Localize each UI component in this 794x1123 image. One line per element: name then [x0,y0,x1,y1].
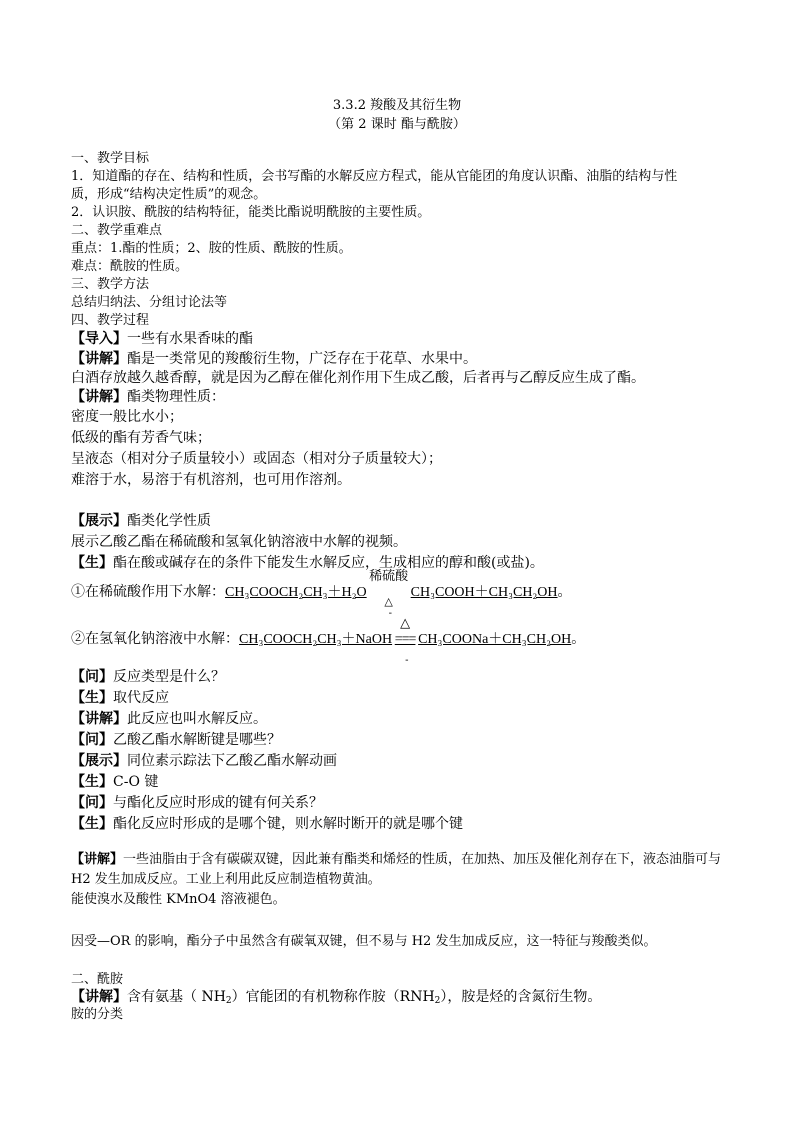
tag-label: 【讲解】 [71,989,127,1005]
text-line: 质，形成“结构决定性质”的观念。 [71,187,267,202]
equation-end: 。 [571,631,586,647]
tag-text: 一些有水果香味的酯 [127,331,253,347]
text-line [71,512,211,530]
tag-label: 【讲解】 [71,711,127,727]
tag-text: C-O 键 [113,774,159,790]
text-line: 能使溴水及酸性 KMnO4 溶液褪色。 [71,892,286,907]
tag-label: 【生】 [71,555,113,571]
text-line: 难溶于水，易溶于有机溶剂，也可用作溶剂。 [71,472,351,488]
tag-label: 【导入】 [71,331,127,347]
tag-text: 取代反应 [113,690,169,706]
heat-symbol: △ [384,595,393,608]
equation-acid-hydrolysis [71,569,572,619]
reaction-condition: === △ - [392,630,418,649]
text-line [71,710,267,728]
equation-reactants: CH₃COOCH₂CH₃＋NaOH [239,632,393,647]
text-line [71,794,323,812]
equation-prefix: ②在氢氧化钠溶液中水解： [71,631,239,647]
section-heading: 二、酰胺 [71,972,124,987]
equation-reactants: CH₃COOCH₂CH₃＋H₂O [225,585,367,600]
tag-label: 【生】 [71,774,113,790]
tag-label: 【讲解】 [71,351,127,367]
text-line [71,554,544,572]
heat-symbol: △ [400,616,411,631]
tag-text: 酯是一类常见的羧酸衍生物，广泛存在于花草、水果中。 [127,351,477,367]
text-line: 因受—OR 的影响，酯分子中虽然含有碳氧双键，但不易与 H2 发生加成反应，这一特征与羧酸类似。 [71,934,657,949]
section-heading: 三、教学方法 [71,277,150,292]
equation-products: CH₃COONa＋CH₃CH₂OH [418,632,572,647]
text-line [71,752,337,770]
tag-text: ）官能团的有机物称作胺（RNH [231,989,435,1005]
subscript: 2 [434,996,441,1006]
text-line [71,330,253,348]
text-line [71,988,601,1006]
doc-title: 3.3.2 羧酸及其衍生物 [332,98,462,113]
tag-label: 【展示】 [71,513,127,529]
tag-label: 【生】 [71,816,113,832]
text-line: 重点：1.酯的性质；2、胺的性质、酰胺的性质。 [71,241,352,256]
text-line [71,350,477,368]
text-line [71,668,225,686]
tag-text: 酯化反应时形成的是哪个键，则水解时断开的就是哪个键 [113,816,463,832]
tag-label: 【生】 [71,690,113,706]
text-line [71,773,158,791]
text-line [71,689,169,707]
section-heading: 一、教学目标 [71,151,150,166]
text-line: 总结归纳法、分组讨论法等 [71,295,228,310]
text-line: 1．知道酯的存在、结构和性质，会书写酯的水解反应方程式，能从官能团的角度认识酯、油脂的结构与性 [71,169,678,184]
equation-base-hydrolysis [71,616,586,666]
tag-text: 一些油脂由于含有碳碳双键，因此兼有酯类和烯烃的性质，在加热、加压及催化剂存在下，液态油脂可与 H2 发生加成反应。工业上利用此反应制造植物黄油。 [71,852,722,887]
text-line: 白酒存放越久越香醇，就是因为乙醇在催化剂作用下生成乙酸，后者再与乙醇反应生成了酯。 [71,370,645,386]
reaction-arrow: === [394,632,416,647]
text-line [71,815,463,833]
tag-label: 【讲解】 [71,852,124,867]
reaction-condition: 稀硫酸 △ - [367,583,411,601]
tag-text: 反应类型是什么？ [113,669,225,685]
text-line: 密度一般比水小； [71,409,183,425]
text-line [71,388,225,406]
subscript: 2 [225,996,232,1006]
text-line: 2．认识胺、酰胺的结构特征，能类比酯说明酰胺的主要性质。 [71,205,431,220]
tag-label: 【问】 [71,669,113,685]
tag-label: 【讲解】 [71,389,127,405]
tag-text: 同位素示踪法下乙酸乙酯水解动画 [127,753,337,769]
tag-label: 【问】 [71,795,113,811]
tag-text: 与酯化反应时形成的键有何关系？ [113,795,323,811]
section-heading: 四、教学过程 [71,313,150,328]
section-heading: 二、教学重难点 [71,223,163,238]
tag-label: 【问】 [71,732,113,748]
text-line: 胺的分类 [71,1007,124,1022]
tag-text: ），胺是烃的含氮衍生物。 [440,989,602,1005]
tag-text: 此反应也叫水解反应。 [127,711,267,727]
equation-products: CH₃COOH＋CH₃CH₂OH [410,585,558,600]
tag-text: 酯在酸或碱存在的条件下能发生水解反应，生成相应的醇和酸(或盐)。 [113,555,544,571]
text-line: 呈液态（相对分子质量较小）或固态（相对分子质量较大）； [71,451,442,467]
equation-prefix: ①在稀硫酸作用下水解： [71,584,225,600]
tag-label: 【展示】 [71,753,127,769]
tag-text: 含有氨基（ NH [127,989,226,1005]
doc-subtitle: （第 2 课时 酯与酰胺） [328,117,466,132]
condition-catalyst: 稀硫酸 [369,569,409,584]
text-line: 低级的酯有芳香气味； [71,430,211,446]
tag-text: 酯类化学性质 [127,513,211,529]
equation-end: 。 [557,584,572,600]
text-line: 展示乙酸乙酯在稀硫酸和氢氧化钠溶液中水解的视频。 [71,534,407,550]
paragraph [71,850,731,890]
tag-text: 乙酸乙酯水解断键是哪些？ [113,732,281,748]
text-line: 难点：酰胺的性质。 [71,259,189,274]
text-line [71,731,281,749]
tag-text: 酯类物理性质： [127,389,225,405]
